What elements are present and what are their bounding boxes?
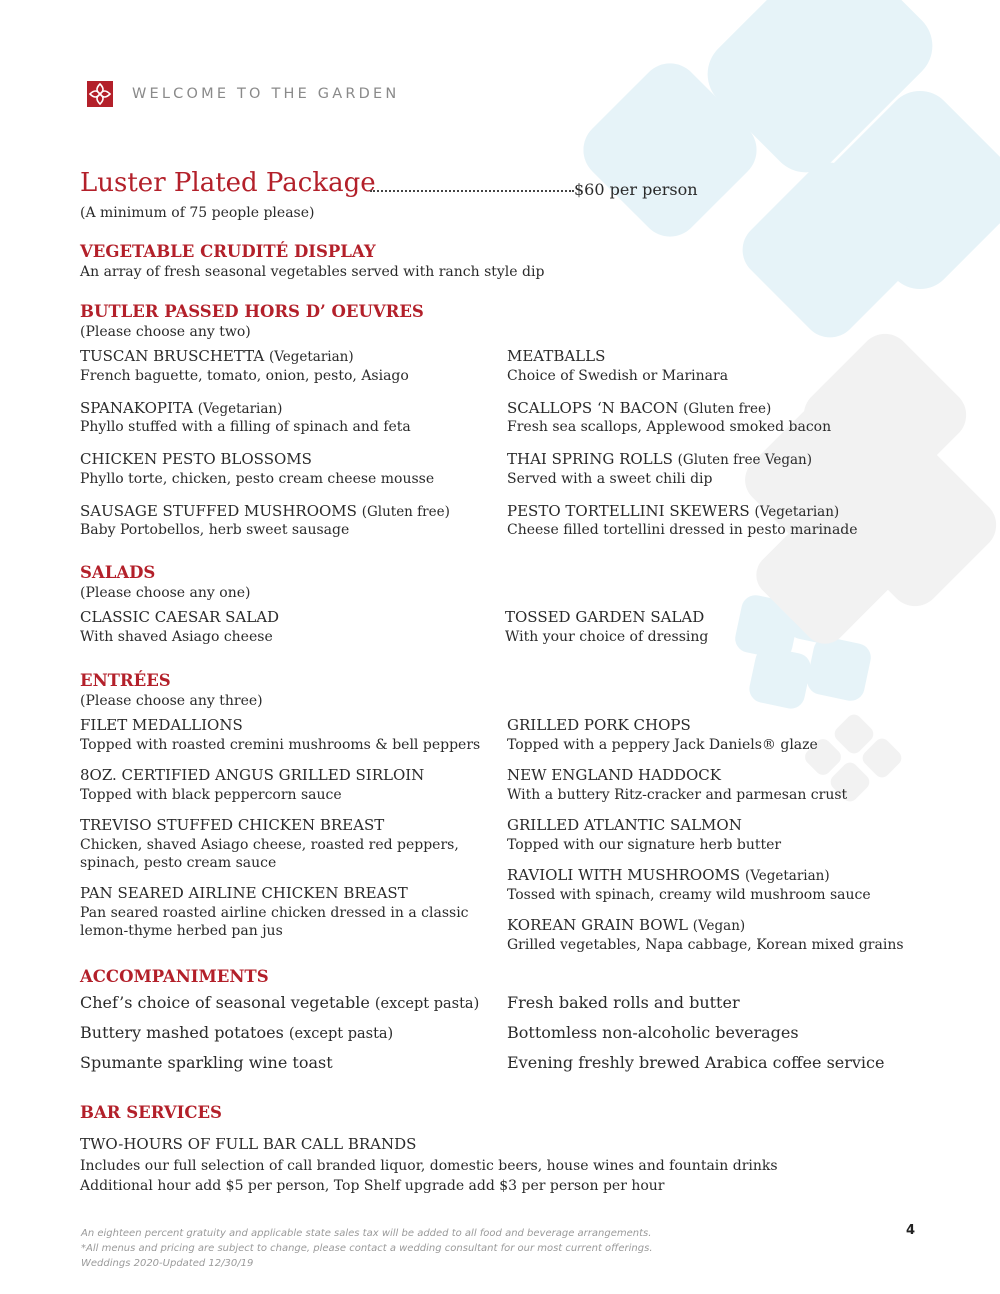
menu-item-description: With your choice of dressing [505, 629, 709, 645]
package-title: Luster Plated Package [80, 168, 376, 198]
menu-item-description: With a buttery Ritz-cracker and parmesan crust [507, 787, 848, 803]
crudite-description: An array of fresh seasonal vegetables served with ranch style dip [80, 264, 545, 280]
menu-item-description: French baguette, tomato, onion, pesto, Asiago [80, 368, 409, 384]
package-minimum: (A minimum of 75 people please) [80, 205, 315, 221]
page-number: 4 [906, 1223, 916, 1238]
menu-item-name: SCALLOPS ‘N BACON (Gluten free) [507, 399, 772, 417]
entrees-note: (Please choose any three) [80, 693, 263, 709]
footer-pricing-note: *All menus and pricing are subject to change, please contact a wedding consultant for our most current offerings. [81, 1243, 653, 1254]
accompaniment-item: Spumante sparkling wine toast [80, 1053, 333, 1072]
section-heading-accompaniments: ACCOMPANIMENTS [80, 967, 269, 986]
menu-item-name: TREVISO STUFFED CHICKEN BREAST [80, 816, 385, 834]
footer-updated-date: Weddings 2020-Updated 12/30/19 [81, 1258, 254, 1269]
accompaniment-item: Bottomless non-alcoholic beverages [507, 1023, 799, 1042]
menu-item-description: spinach, pesto cream sauce [80, 855, 277, 871]
section-heading-entrees: ENTRÉES [80, 671, 171, 690]
menu-item-name: FILET MEDALLIONS [80, 716, 243, 734]
menu-item-description: Pan seared roasted airline chicken dressed in a classic [80, 905, 469, 921]
menu-item-name: SPANAKOPITA (Vegetarian) [80, 399, 283, 417]
menu-item-description: Baby Portobellos, herb sweet sausage [80, 522, 350, 538]
menu-item-name: 8OZ. CERTIFIED ANGUS GRILLED SIRLOIN [80, 766, 425, 784]
menu-item-name: PAN SEARED AIRLINE CHICKEN BREAST [80, 884, 408, 902]
header-title: WELCOME TO THE GARDEN [132, 86, 400, 102]
menu-item-description: Topped with a peppery Jack Daniels® glaze [507, 737, 818, 753]
accompaniment-item: Buttery mashed potatoes (except pasta) [80, 1023, 394, 1042]
menu-item-name: CHICKEN PESTO BLOSSOMS [80, 450, 312, 468]
accompaniment-item: Fresh baked rolls and butter [507, 993, 740, 1012]
menu-item-description: Choice of Swedish or Marinara [507, 368, 729, 384]
menu-item-name: SAUSAGE STUFFED MUSHROOMS (Gluten free) [80, 502, 450, 520]
section-heading-bar-services: BAR SERVICES [80, 1103, 222, 1122]
package-price: $60 per person [574, 180, 698, 199]
menu-item-description: Served with a sweet chili dip [507, 471, 713, 487]
menu-item-description: lemon-thyme herbed pan jus [80, 923, 283, 939]
accompaniment-item: Chef’s choice of seasonal vegetable (except pasta) [80, 993, 480, 1012]
menu-item-name: GRILLED PORK CHOPS [507, 716, 691, 734]
menu-item-description: Topped with black peppercorn sauce [80, 787, 342, 803]
menu-item-description: Includes our full selection of call branded liquor, domestic beers, house wines and fountain drinks [80, 1158, 778, 1174]
menu-item-description: Fresh sea scallops, Applewood smoked bacon [507, 419, 832, 435]
menu-item-description: Phyllo torte, chicken, pesto cream cheese mousse [80, 471, 435, 487]
menu-item-name: PESTO TORTELLINI SKEWERS (Vegetarian) [507, 502, 840, 520]
menu-item-description: Cheese filled tortellini dressed in pesto marinade [507, 522, 858, 538]
section-heading-hors-doeuvres: BUTLER PASSED HORS D’ OEUVRES [80, 302, 424, 321]
menu-item-description: Chicken, shaved Asiago cheese, roasted red peppers, [80, 837, 459, 853]
dot-leader [370, 190, 574, 192]
menu-item-name: TWO-HOURS OF FULL BAR CALL BRANDS [80, 1135, 417, 1153]
package-title-row [80, 168, 720, 204]
footer-gratuity-note: An eighteen percent gratuity and applicable state sales tax will be added to all food and beverage arrangements. [81, 1228, 652, 1239]
section-heading-crudite: VEGETABLE CRUDITÉ DISPLAY [80, 242, 376, 261]
menu-item-name: MEATBALLS [507, 347, 606, 365]
menu-item-name: GRILLED ATLANTIC SALMON [507, 816, 742, 834]
menu-item-description: Tossed with spinach, creamy wild mushroom sauce [507, 887, 871, 903]
flower-logo-icon [87, 81, 113, 107]
menu-item-description: Additional hour add $5 per person, Top Shelf upgrade add $3 per person per hour [80, 1178, 665, 1194]
menu-item-description: Phyllo stuffed with a filling of spinach and feta [80, 419, 411, 435]
menu-item-name: CLASSIC CAESAR SALAD [80, 608, 280, 626]
menu-item-name: THAI SPRING ROLLS (Gluten free Vegan) [507, 450, 812, 468]
menu-item-name: KOREAN GRAIN BOWL (Vegan) [507, 916, 746, 934]
menu-item-description: Topped with roasted cremini mushrooms & bell peppers [80, 737, 481, 753]
menu-item-description: Topped with our signature herb butter [507, 837, 782, 853]
menu-item-name: TOSSED GARDEN SALAD [505, 608, 705, 626]
salads-note: (Please choose any one) [80, 585, 251, 601]
hors-doeuvres-note: (Please choose any two) [80, 324, 251, 340]
section-heading-salads: SALADS [80, 563, 156, 582]
accompaniment-item: Evening freshly brewed Arabica coffee service [507, 1053, 885, 1072]
menu-item-description: With shaved Asiago cheese [80, 629, 273, 645]
menu-item-description: Grilled vegetables, Napa cabbage, Korean mixed grains [507, 937, 904, 953]
menu-item-name: RAVIOLI WITH MUSHROOMS (Vegetarian) [507, 866, 830, 884]
menu-item-name: NEW ENGLAND HADDOCK [507, 766, 721, 784]
menu-item-name: TUSCAN BRUSCHETTA (Vegetarian) [80, 347, 354, 365]
